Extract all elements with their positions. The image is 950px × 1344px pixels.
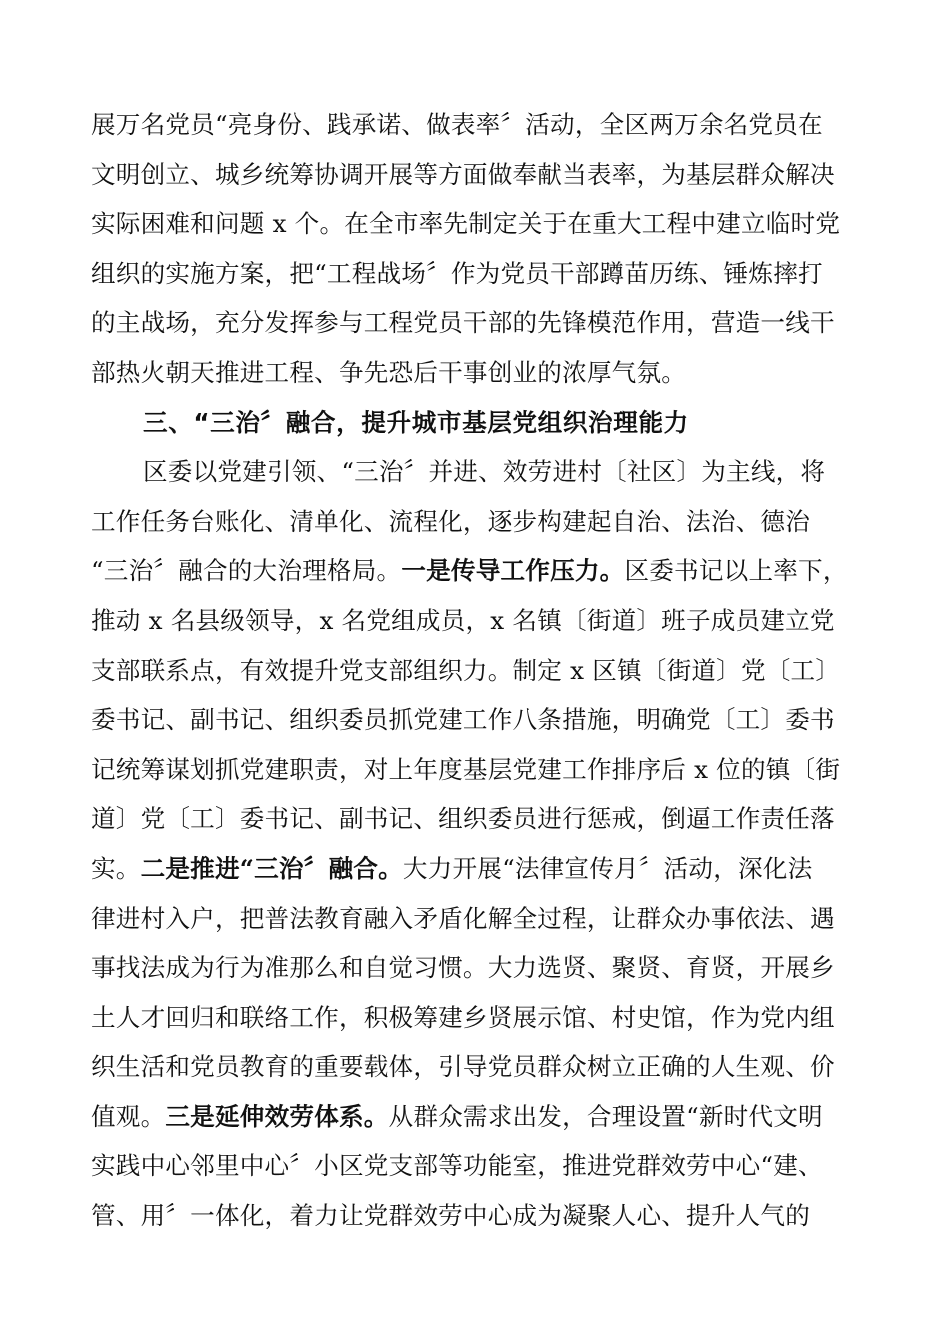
text-line bbox=[91, 844, 871, 894]
text-line: 展万名党员“亮身份、践承诺、做表率〞活动，全区两万余名党员在 bbox=[91, 110, 823, 139]
text-line: 组织的实施方案，把“工程战场〞作为党员干部蹲苗历练、锤炼摔打 bbox=[91, 258, 823, 288]
text-run: 值观。 bbox=[91, 1101, 166, 1131]
section-heading: 三、“三治〞融合，提升城市基层党组织治理能力 bbox=[143, 407, 689, 437]
text-line: 管、用〞一体化，着力让党群效劳中心成为凝聚人心、提升人气的 bbox=[91, 1201, 811, 1231]
bold-run: 一是传导工作压力。 bbox=[401, 556, 625, 586]
text-line: 织生活和党员教育的重要载体，引导党员群众树立正确的人生观、价 bbox=[91, 1052, 835, 1082]
text-line: 土人才回归和联络工作，积极筹建乡贤展示馆、村史馆，作为党内组 bbox=[91, 1002, 835, 1032]
bold-run: 三是延伸效劳体系。 bbox=[165, 1101, 389, 1131]
bold-run: 二是推进“三治〞融合。 bbox=[140, 853, 403, 883]
text-line: 委书记、副书记、组织委员抓党建工作八条措施，明确党〔工〕委书 bbox=[91, 705, 835, 735]
text-line: 推动 x 名县级领导，x 名党组成员，x 名镇〔街道〕班子成员建立党 bbox=[91, 605, 835, 635]
text-line bbox=[91, 546, 871, 596]
text-line: 支部联系点，有效提升党支部组织力。制定 x 区镇〔街道〕党〔工〕 bbox=[91, 655, 841, 685]
text-line: 事找法成为行为准那么和自觉习惯。大力选贤、聚贤、育贤，开展乡 bbox=[91, 953, 835, 983]
text-line: 实际困难和问题 x 个。在全市率先制定关于在重大工程中建立临时党 bbox=[91, 209, 841, 239]
document-body bbox=[91, 100, 871, 1241]
text-run: 从群众需求出发，合理设置“新时代文明 bbox=[388, 1101, 823, 1131]
text-run: “三治〞融合的大治理格局。 bbox=[91, 556, 402, 586]
text-line: 区委以党建引领、“三治〞并进、效劳进村〔社区〕为主线，将 bbox=[143, 457, 826, 487]
text-line: 的主战场，充分发挥参与工程党员干部的先锋模范作用，营造一线干 bbox=[91, 308, 835, 338]
text-line: 记统筹谋划抓党建职责，对上年度基层党建工作排序后 x 位的镇〔街 bbox=[91, 754, 841, 784]
text-line: 部热火朝天推进工程、争先恐后干事创业的浓厚气氛。 bbox=[91, 357, 687, 387]
text-line: 道〕党〔工〕委书记、副书记、组织委员进行惩戒，倒逼工作责任落 bbox=[91, 804, 835, 834]
text-line: 文明创立、城乡统筹协调开展等方面做奉献当表率，为基层群众解决 bbox=[91, 159, 835, 189]
text-line bbox=[91, 1092, 871, 1142]
text-run: 区委书记以上率下， bbox=[624, 556, 848, 586]
text-line: 实践中心邻里中心〞小区党支部等功能室，推进党群效劳中心“建、 bbox=[91, 1151, 823, 1181]
text-line: 工作任务台账化、清单化、流程化，逐步构建起自治、法治、德治 bbox=[91, 506, 811, 536]
text-line: 律进村入户，把普法教育融入矛盾化解全过程，让群众办事依法、遇 bbox=[91, 903, 835, 933]
text-run: 实。 bbox=[91, 853, 141, 883]
text-run: 大力开展“法律宣传月〞活动，深化法 bbox=[402, 853, 813, 883]
